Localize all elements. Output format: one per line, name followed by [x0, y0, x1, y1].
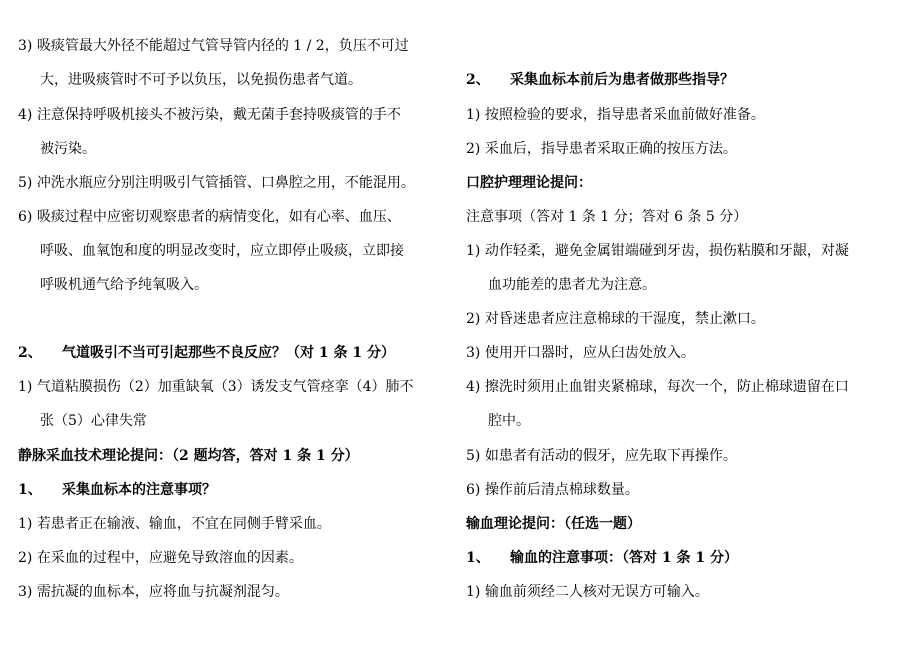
text-line: 1) 输血前须经二人核对无误方可输入。 [466, 584, 709, 600]
text-line: 被污染。 [40, 141, 96, 157]
text-line: 血功能差的患者尤为注意。 [488, 277, 656, 293]
text-line: 5) 冲洗水瓶应分别注明吸引气管插管、口鼻腔之用，不能混用。 [18, 175, 415, 191]
heading-number: 1、 [18, 482, 42, 498]
text-line: 2) 采血后，指导患者采取正确的按压方法。 [466, 141, 737, 157]
text-line: 5) 如患者有活动的假牙，应先取下再操作。 [466, 448, 737, 464]
text-line: 3) 使用开口器时，应从臼齿处放入。 [466, 345, 695, 361]
text-line: 1) 动作轻柔，避免金属钳端碰到牙齿，损伤粘膜和牙龈，对凝 [466, 243, 849, 259]
heading-text: 采集血标本前后为患者做那些指导？ [510, 72, 734, 88]
heading-number: 2、 [466, 72, 490, 88]
text-line: 6) 吸痰过程中应密切观察患者的病情变化，如有心率、血压、 [18, 209, 401, 225]
section-heading [18, 480, 216, 500]
text-line: 4) 注意保持呼吸机接头不被污染，戴无菌手套持吸痰管的手不 [18, 107, 401, 123]
section-heading: 输血理论提问：（任选一题） [466, 516, 641, 532]
text-line: 2) 对昏迷患者应注意棉球的干湿度，禁止漱口。 [466, 311, 765, 327]
heading-text: 气道吸引不当可引起那些不良反应？（对 1 条 1 分） [62, 345, 395, 361]
heading-text: 采集血标本的注意事项？ [62, 482, 216, 498]
text-line: 注意事项（答对 1 条 1 分；答对 6 条 5 分） [466, 209, 748, 225]
heading-number: 2、 [18, 345, 42, 361]
text-line: 1) 按照检验的要求，指导患者采血前做好准备。 [466, 107, 765, 123]
section-heading [466, 70, 734, 90]
text-line: 呼吸机通气给予纯氧吸入。 [40, 277, 208, 293]
text-line: 1) 若患者正在输液、输血，不宜在同侧手臂采血。 [18, 516, 331, 532]
text-line: 3) 吸痰管最大外径不能超过气管导管内径的 1 / 2，负压不可过 [18, 38, 409, 54]
section-heading: 静脉采血技术理论提问：（2 题均答，答对 1 条 1 分） [18, 448, 359, 464]
heading-number: 1、 [466, 550, 490, 566]
text-line: 1) 气道粘膜损伤（2）加重缺氧（3）诱发支气管痉挛（4）肺不 [18, 379, 414, 395]
text-line: 呼吸、血氧饱和度的明显改变时，应立即停止吸痰，立即接 [40, 243, 404, 259]
text-line: 3) 需抗凝的血标本，应将血与抗凝剂混匀。 [18, 584, 289, 600]
text-line: 4) 擦洗时须用止血钳夹紧棉球，每次一个，防止棉球遗留在口 [466, 379, 849, 395]
section-heading [18, 343, 395, 363]
text-line: 2) 在采血的过程中，应避免导致溶血的因素。 [18, 550, 303, 566]
section-heading [466, 548, 738, 568]
text-line: 6) 操作前后清点棉球数量。 [466, 482, 639, 498]
text-line: 张（5）心律失常 [40, 413, 147, 429]
heading-text: 输血的注意事项：（答对 1 条 1 分） [510, 550, 738, 566]
text-line: 大，进吸痰管时不可予以负压，以免损伤患者气道。 [40, 72, 362, 88]
section-heading: 口腔护理理论提问： [466, 175, 592, 191]
text-line: 腔中。 [488, 413, 530, 429]
